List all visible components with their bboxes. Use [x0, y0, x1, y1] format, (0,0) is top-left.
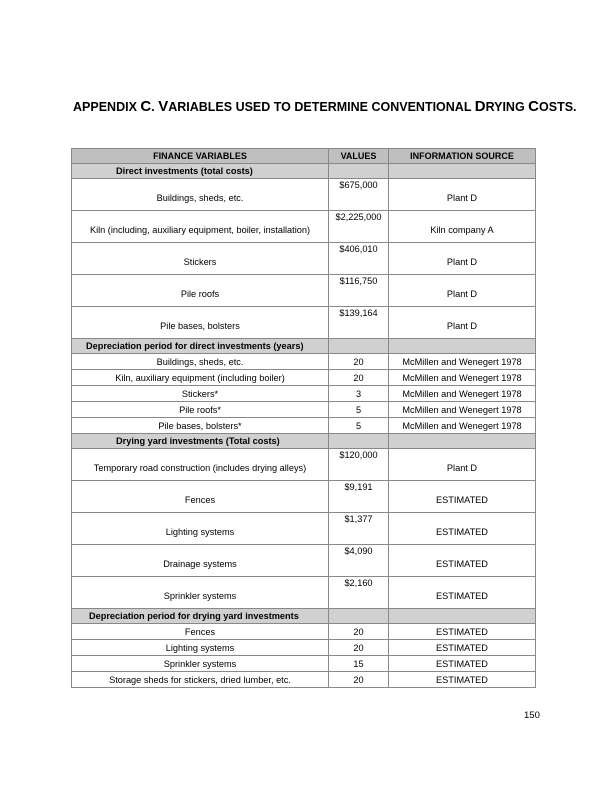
row-value: 20 — [329, 370, 389, 386]
row-name: Sprinkler systems — [72, 656, 329, 672]
row-source: Kiln company A — [389, 211, 536, 243]
table-row — [72, 418, 536, 434]
row-name: Kiln (including, auxiliary equipment, boiler, installation) — [72, 211, 329, 243]
table-row — [72, 545, 536, 577]
row-name: Storage sheds for stickers, dried lumber, etc. — [72, 672, 329, 688]
table-row — [72, 211, 536, 243]
row-source: ESTIMATED — [389, 545, 536, 577]
row-name: Stickers — [72, 243, 329, 275]
row-value: 20 — [329, 672, 389, 688]
row-name: Stickers* — [72, 386, 329, 402]
table-row — [72, 243, 536, 275]
section-header — [72, 434, 536, 449]
row-name: Fences — [72, 624, 329, 640]
table-row — [72, 402, 536, 418]
row-source: ESTIMATED — [389, 513, 536, 545]
table-row — [72, 672, 536, 688]
row-source: ESTIMATED — [389, 624, 536, 640]
page-number: 150 — [524, 710, 540, 721]
row-value: 5 — [329, 402, 389, 418]
row-value: $9,191 — [329, 481, 389, 513]
row-value: $116,750 — [329, 275, 389, 307]
table-row — [72, 624, 536, 640]
row-source: McMillen and Wenegert 1978 — [389, 402, 536, 418]
table-header-row — [72, 149, 536, 164]
section-header — [72, 164, 536, 179]
row-value: $120,000 — [329, 449, 389, 481]
row-value: $4,090 — [329, 545, 389, 577]
section-label: Direct investments (total costs) — [72, 164, 329, 179]
row-value: $139,164 — [329, 307, 389, 339]
row-value: 5 — [329, 418, 389, 434]
row-name: Fences — [72, 481, 329, 513]
row-name: Kiln, auxiliary equipment (including boiler) — [72, 370, 329, 386]
row-value: $2,225,000 — [329, 211, 389, 243]
row-value: 15 — [329, 656, 389, 672]
row-name: Buildings, sheds, etc. — [72, 179, 329, 211]
table-row — [72, 656, 536, 672]
section-label: Depreciation period for drying yard investments — [72, 609, 329, 624]
row-name: Sprinkler systems — [72, 577, 329, 609]
table-row — [72, 275, 536, 307]
row-source: Plant D — [389, 243, 536, 275]
row-source: ESTIMATED — [389, 577, 536, 609]
row-source: ESTIMATED — [389, 640, 536, 656]
table-row — [72, 449, 536, 481]
row-source: Plant D — [389, 275, 536, 307]
row-source: ESTIMATED — [389, 481, 536, 513]
row-value: $406,010 — [329, 243, 389, 275]
row-name: Pile bases, bolsters* — [72, 418, 329, 434]
row-source: McMillen and Wenegert 1978 — [389, 370, 536, 386]
table-row — [72, 513, 536, 545]
row-source: ESTIMATED — [389, 672, 536, 688]
table-row — [72, 386, 536, 402]
row-name: Drainage systems — [72, 545, 329, 577]
section-header — [72, 609, 536, 624]
appendix-title: APPENDIX C. VARIABLES USED TO DETERMINE CONVENTIONAL DRYING COSTS. — [73, 98, 577, 115]
row-source: Plant D — [389, 307, 536, 339]
row-name: Lighting systems — [72, 513, 329, 545]
header-values: VALUES — [329, 149, 389, 164]
table-row — [72, 640, 536, 656]
table-row — [72, 481, 536, 513]
section-header — [72, 339, 536, 354]
row-source: ESTIMATED — [389, 656, 536, 672]
row-name: Temporary road construction (includes drying alleys) — [72, 449, 329, 481]
row-name: Pile roofs* — [72, 402, 329, 418]
row-value: $1,377 — [329, 513, 389, 545]
table-row — [72, 354, 536, 370]
section-label: Depreciation period for direct investments (years) — [72, 339, 329, 354]
row-value: 20 — [329, 624, 389, 640]
header-information-source: INFORMATION SOURCE — [389, 149, 536, 164]
row-source: McMillen and Wenegert 1978 — [389, 386, 536, 402]
row-value: $675,000 — [329, 179, 389, 211]
table-row — [72, 307, 536, 339]
row-source: Plant D — [389, 449, 536, 481]
row-value: 3 — [329, 386, 389, 402]
table-row — [72, 179, 536, 211]
row-value: 20 — [329, 640, 389, 656]
table-row — [72, 370, 536, 386]
table-row — [72, 577, 536, 609]
finance-variables-table — [71, 148, 536, 688]
row-name: Pile bases, bolsters — [72, 307, 329, 339]
row-name: Pile roofs — [72, 275, 329, 307]
header-finance-variables: FINANCE VARIABLES — [72, 149, 329, 164]
row-source: Plant D — [389, 179, 536, 211]
row-source: McMillen and Wenegert 1978 — [389, 354, 536, 370]
section-label: Drying yard investments (Total costs) — [72, 434, 329, 449]
row-value: $2,160 — [329, 577, 389, 609]
row-name: Lighting systems — [72, 640, 329, 656]
row-source: McMillen and Wenegert 1978 — [389, 418, 536, 434]
row-name: Buildings, sheds, etc. — [72, 354, 329, 370]
row-value: 20 — [329, 354, 389, 370]
